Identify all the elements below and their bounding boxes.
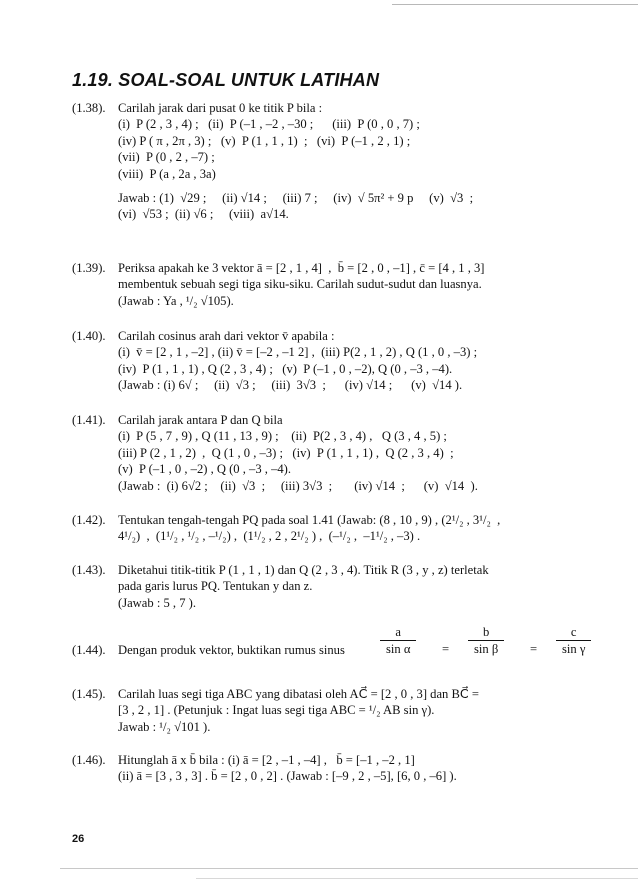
bottom-rule	[196, 878, 638, 879]
problem-text: Carilah jarak antara P dan Q bila	[118, 413, 283, 427]
problem-1-41	[72, 412, 612, 494]
problem-number: (1.46).	[72, 753, 106, 767]
denominator: sin γ	[556, 640, 591, 657]
numerator: a	[395, 625, 402, 639]
section-heading: 1.19. SOAL-SOAL UNTUK LATIHAN	[72, 70, 380, 90]
problem-number: (1.39).	[72, 261, 106, 275]
denominator: sin α	[380, 640, 416, 657]
answer-text: (Jawab : (i) 6√2 ; (ii) √3 ; (iii) 3√3 ; (iv) √14 ; (v) √14 ).	[118, 478, 478, 493]
problem-text: Carilah luas segi tiga ABC yang dibatasi oleh AC⃗ = [2 , 0 , 3] dan BC⃗ =	[118, 687, 479, 701]
problem-text: (i) v̄ = [2 , 1 , –2] , (ii) v̄ = [–2 , –1 2] , (iii) P(2 , 1 , 2) , Q (1 , 0 , –3) ;	[118, 345, 478, 360]
problem-text: (i) P (2 , 3 , 4) ; (ii) P (–1 , –2 , –30 ; (iii) P (0 , 0 , 7) ;	[118, 117, 420, 132]
problem-number: (1.44).	[72, 643, 106, 657]
problem-text: Periksa apakah ke 3 vektor ā = [2 , 1 , 4] , b̄ = [2 , 0 , –1] , c̄ = [4 , 1 , 3]	[118, 261, 485, 275]
problem-1-43	[72, 562, 612, 611]
numerator: c	[570, 625, 577, 639]
answer-text: (Jawab : (i) 6√ ; (ii) √3 ; (iii) 3√3 ; (iv) √14 ; (v) √14 ).	[118, 378, 463, 393]
problem-text: [3 , 2 , 1] . (Petunjuk : Ingat luas segi tiga ABC = ¹/₂ AB sin γ).	[118, 703, 435, 718]
problem-text: pada garis lurus PQ. Tentukan y dan z.	[118, 579, 313, 594]
sine-rule-fraction-b	[468, 625, 504, 657]
top-rule	[392, 4, 638, 5]
denominator: sin β	[468, 640, 504, 657]
problem-number: (1.38).	[72, 101, 106, 115]
answer-text: Jawab : ¹/₂ √101 ).	[118, 719, 211, 734]
answer-text: Jawab : (1) √29 ; (ii) √14 ; (iii) 7 ; (iv) √ 5π² + 9 p (v) √3 ;	[118, 191, 474, 206]
problem-1-42	[72, 512, 612, 545]
problem-number: (1.41).	[72, 413, 106, 427]
problem-text: Tentukan tengah-tengah PQ pada soal 1.41 (Jawab: (8 , 10 , 9) , (2¹/₂ , 3¹/₂ ,	[118, 513, 501, 527]
problem-text: Diketahui titik-titik P (1 , 1 , 1) dan Q (2 , 3 , 4). Titik R (3 , y , z) terletak	[118, 563, 489, 577]
problem-number: (1.40).	[72, 329, 106, 343]
answer-text: (Jawab : 5 , 7 ).	[118, 595, 196, 610]
problem-1-40	[72, 328, 612, 394]
page-number: 26	[72, 833, 85, 845]
problem-text: (iv) P (1 , 1 , 1) , Q (2 , 3 , 4) ; (v) P (–1 , 0 , –2), Q (0 , –3 , –4).	[118, 361, 453, 376]
problem-number: (1.42).	[72, 513, 106, 527]
problem-1-39	[72, 260, 612, 309]
equals-sign: =	[530, 642, 538, 656]
answer-text: 4¹/₂) , (1¹/₂ , ¹/₂ , –¹/₂) , (1¹/₂ , 2 , 2¹/₂ ) , (–¹/₂ , –1¹/₂ , –3) .	[118, 529, 421, 544]
problem-text: (iv) P ( π , 2π , 3) ; (v) P (1 , 1 , 1) ; (vi) P (–1 , 2 , 1) ;	[118, 133, 411, 148]
numerator: b	[482, 625, 490, 639]
answer-text: (vi) √53 ; (ii) √6 ; (viii) a√14.	[118, 207, 289, 222]
problem-1-45	[72, 686, 612, 735]
problem-1-38	[72, 100, 612, 223]
problem-text: (v) P (–1 , 0 , –2) , Q (0 , –3 , –4).	[118, 462, 292, 477]
problem-text: (viii) P (a , 2a , 3a)	[118, 166, 216, 181]
answer-text: (ii) ā = [3 , 3 , 3] . b̄ = [2 , 0 , 2] . (Jawab : [–9 , 2 , –5], [6, 0 , –6] ).	[118, 769, 457, 784]
sine-rule-fraction-c	[556, 625, 591, 657]
problem-number: (1.43).	[72, 563, 106, 577]
problem-1-46	[72, 752, 612, 785]
problem-text: (i) P (5 , 7 , 9) , Q (11 , 13 , 9) ; (ii) P(2 , 3 , 4) , Q (3 , 4 , 5) ;	[118, 429, 447, 444]
equals-sign: =	[442, 642, 450, 656]
problem-text: (vii) P (0 , 2 , –7) ;	[118, 150, 215, 165]
answer-text: (Jawab : Ya , ¹/₂ √105).	[118, 293, 234, 308]
problem-number: (1.45).	[72, 687, 106, 701]
problem-text: (iii) P (2 , 1 , 2) , Q (1 , 0 , –3) ; (iv) P (1 , 1 , 1) , Q (2 , 3 , 4) ;	[118, 445, 454, 460]
problem-text: Dengan produk vektor, buktikan rumus sinus	[118, 643, 345, 657]
problem-text: Hitunglah ā x b̄ bila : (i) ā = [2 , –1 , –4] , b̄ = [–1 , –2 , 1]	[118, 753, 415, 767]
bottom-rule	[60, 868, 638, 869]
sine-rule-fraction-a	[380, 625, 416, 657]
problem-text: Carilah jarak dari pusat 0 ke titik P bila :	[118, 101, 323, 115]
problem-text: membentuk sebuah segi tiga siku-siku. Carilah sudut-sudut dan luasnya.	[118, 277, 482, 292]
problem-text: Carilah cosinus arah dari vektor v̄ apabila :	[118, 329, 335, 343]
